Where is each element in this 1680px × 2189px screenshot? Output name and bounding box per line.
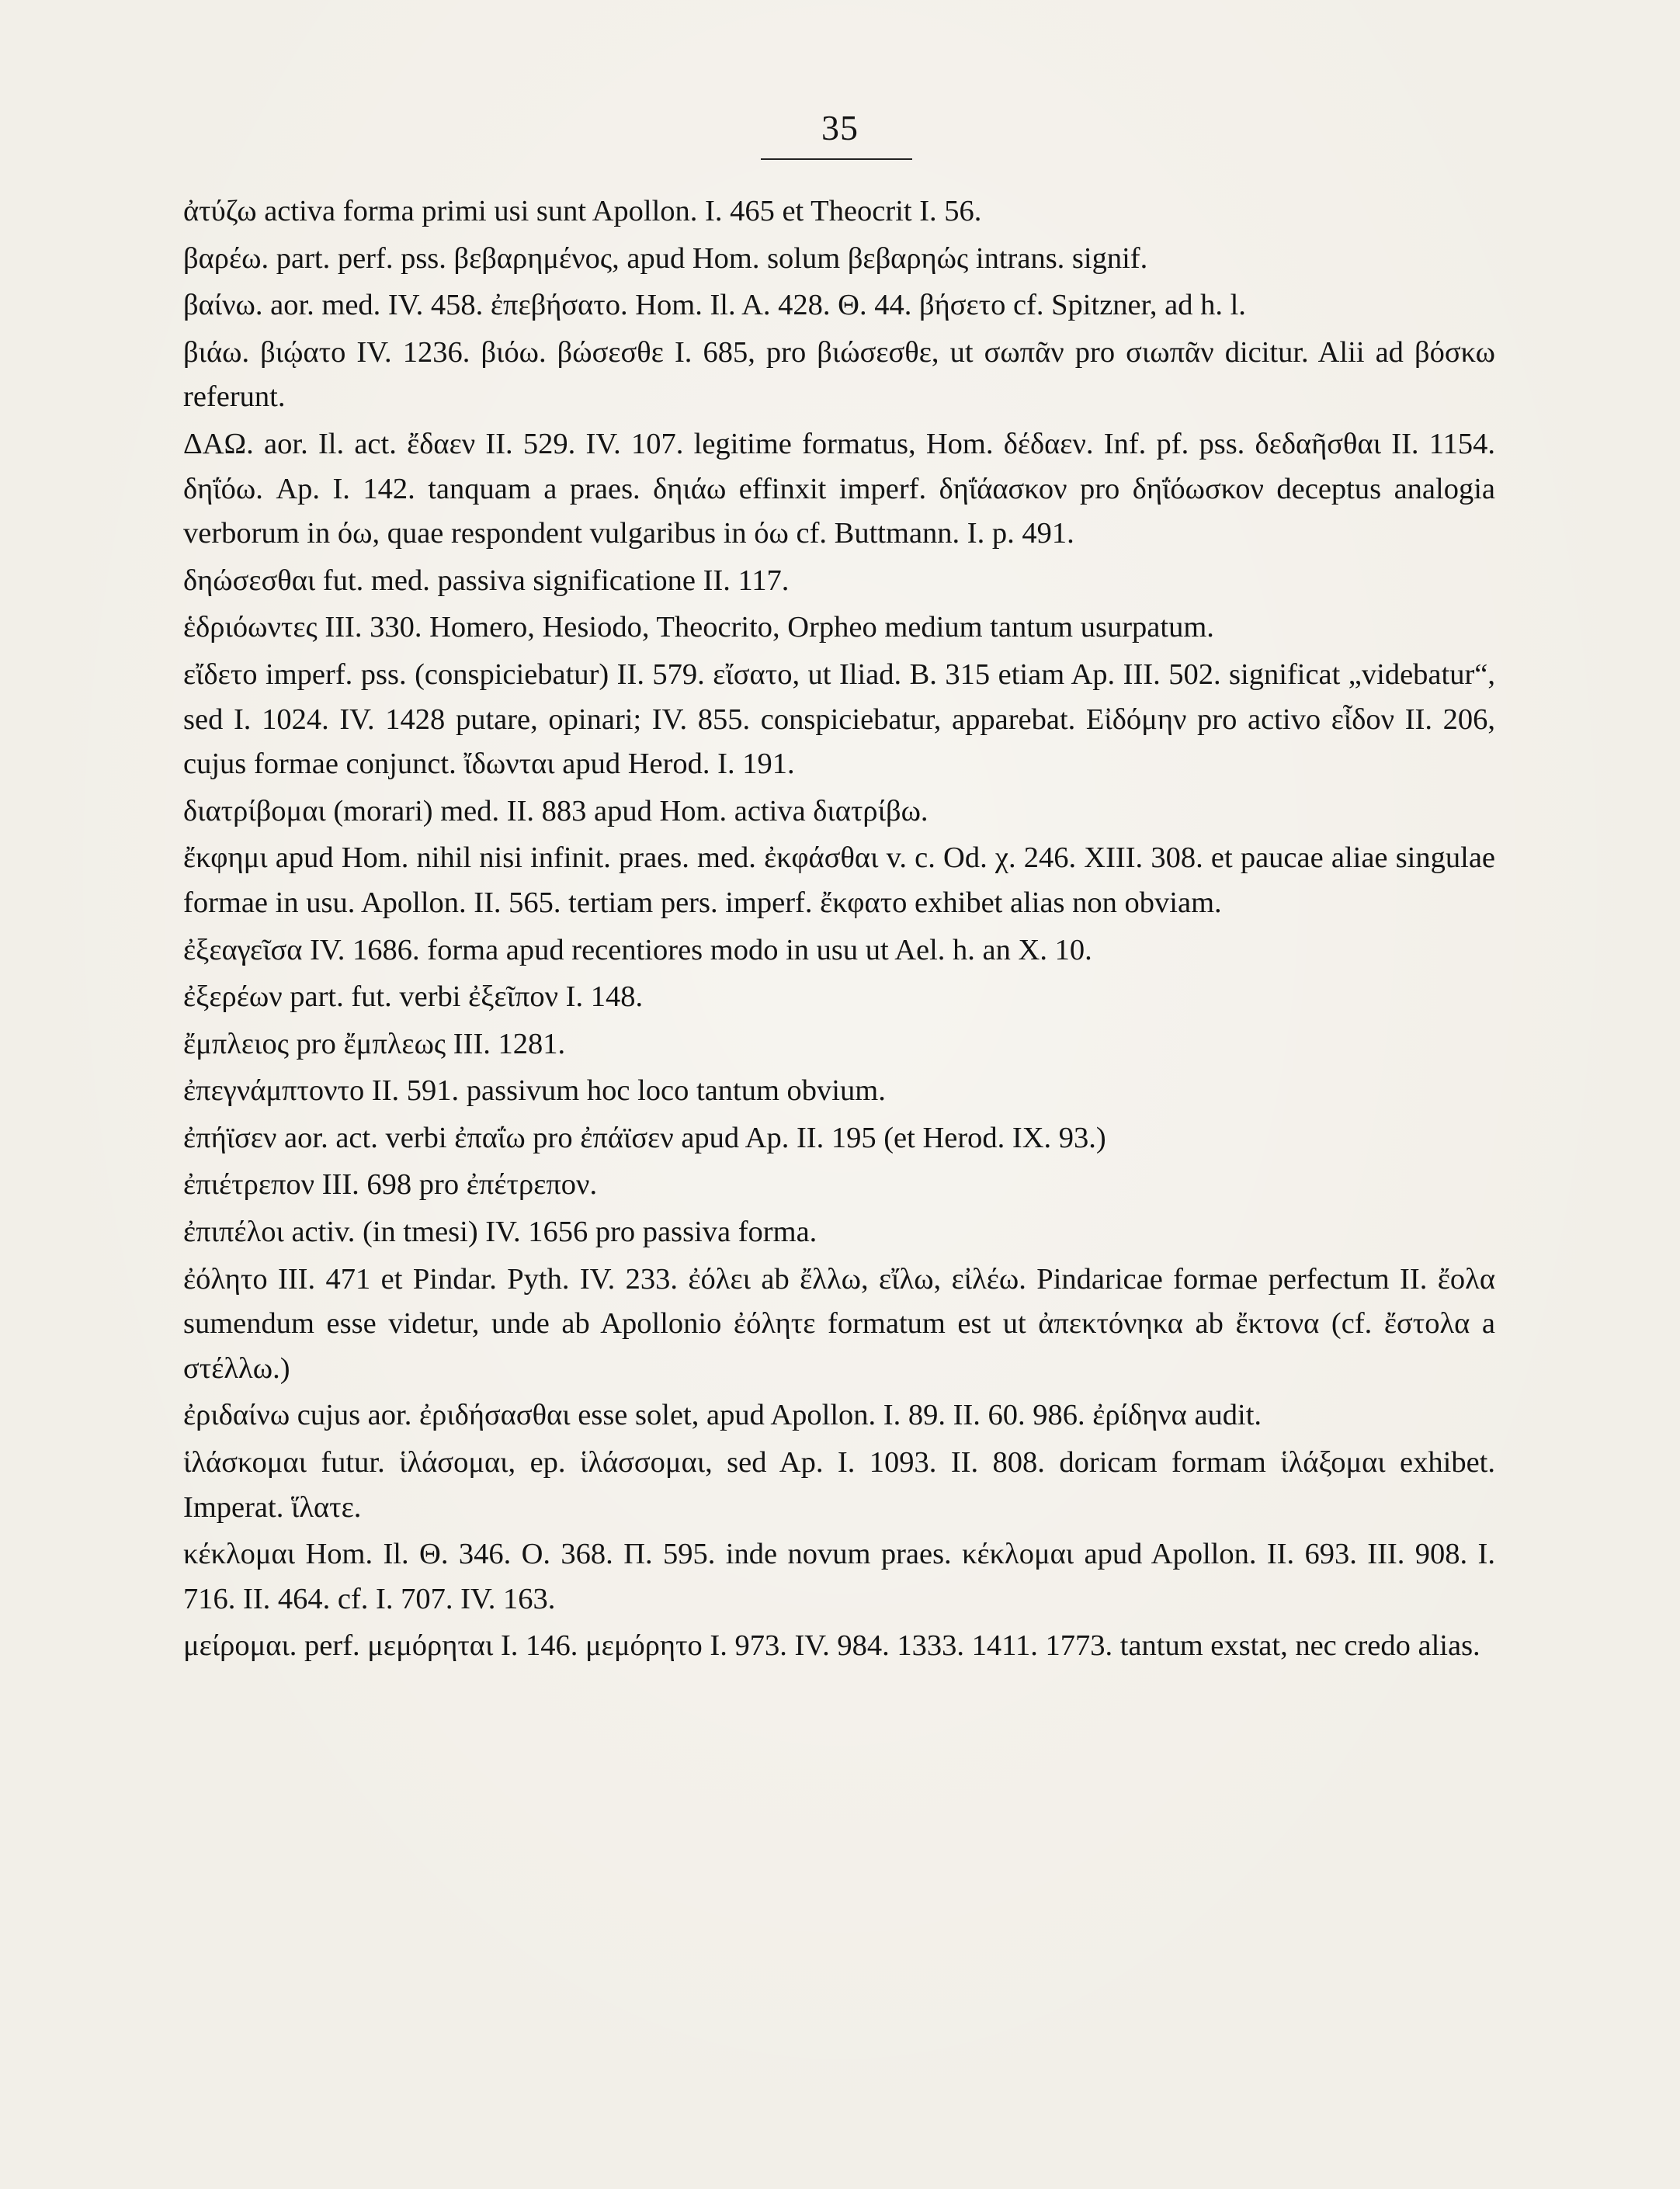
entry-epegnamptonto: ἐπεγνάμπτοντο II. 591. passivum hoc loco tantum obvium. bbox=[183, 1074, 886, 1108]
entry-epipeloi: ἐπιπέλοι activ. (in tmesi) IV. 1656 pro passiva forma. bbox=[183, 1216, 817, 1249]
entry-empleios: ἔμπλειος pro ἔμπλεως III. 1281. bbox=[183, 1027, 566, 1060]
entry-epeisen: ἐπήϊσεν aor. act. verbi ἐπαΐω pro ἐπάϊσεν apud Ap. II. 195 (et Herod. IX. 93.) bbox=[183, 1121, 1106, 1154]
entry-eoleto: ἐόλητο III. 471 et Pindar. Pyth. IV. 233. ἐόλει ab ἔλλω, εἴλω, εἰλέω. Pindaricae formae perfectum II. ἔολα sumendum esse videtur, unde ab Apollonio ἐόλητε formatum est ut ἀπεκτόνηκα ab ἔκτονα (cf. ἔστολα a στέλλω.) bbox=[183, 1262, 1495, 1385]
entry-biao: βιάω. βιῴατο IV. 1236. βιόω. βώσεσθε I. 685, pro βιώσεσθε, ut σωπᾶν pro σιωπᾶν dicitur. Alii ad βόσκω referunt. bbox=[183, 335, 1495, 414]
entry-epietrepon: ἐπιέτρεπον III. 698 pro ἐπέτρεπον. bbox=[183, 1168, 598, 1202]
entry-eridaino: ἐριδαίνω cujus aor. ἐριδήσασθαι esse solet, apud Apollon. I. 89. II. 60. 986. ἐρίδηνα audit. bbox=[183, 1399, 1262, 1432]
entry-deosesthai: δηώσεσθαι fut. med. passiva significatione II. 117. bbox=[183, 564, 790, 597]
entry-hilaskomai: ἱλάσκομαι futur. ἱλάσομαι, ep. ἱλάσσομαι, sed Ap. I. 1093. II. 808. doricam formam ἱλάξομαι exhibet. Imperat. ἵλατε. bbox=[183, 1446, 1495, 1524]
page-number-rule bbox=[761, 158, 912, 160]
entry-ekphemi: ἔκφημι apud Hom. nihil nisi infinit. praes. med. ἐκφάσθαι v. c. Od. χ. 246. XIII. 308. et paucae aliae singulae formae in usu. Apollon. II. 565. tertiam pers. imperf. ἔκφατο exhibet alias non obviam. bbox=[183, 841, 1495, 919]
entry-diatribomai: διατρίβομαι (morari) med. II. 883 apud Hom. activa διατρίβω. bbox=[183, 794, 929, 827]
entry-exeageisa: ἐξεαγεῖσα IV. 1686. forma apud recentiores modo in usu ut Ael. h. an X. 10. bbox=[183, 933, 1092, 966]
lexicon-body bbox=[183, 189, 1495, 1671]
entry-exereon: ἐξερέων part. fut. verbi ἐξεῖπον I. 148. bbox=[183, 980, 644, 1014]
entry-atyzo: ἀτύζω activa forma primi usi sunt Apollon. I. 465 et Theocrit I. 56. bbox=[183, 195, 982, 227]
entry-hedrioontes: ἑδριόωντες III. 330. Homero, Hesiodo, Theocrito, Orpheo medium tantum usurpatum. bbox=[183, 611, 1214, 644]
entry-eideto: εἴδετο imperf. pss. (conspiciebatur) II. 579. εἴσατο, ut Iliad. B. 315 etiam Ap. III. 502. significat „videbatur“, sed I. 1024. IV. 1428 putare, opinari; IV. 855. conspiciebatur, apparebat. Εἰδόμην pro activo εἶδον II. 206, cujus formae conjunct. ἴδωνται apud Herod. I. 191. bbox=[183, 657, 1495, 781]
page-number: 35 bbox=[821, 108, 859, 147]
entry-bareo: βαρέω. part. perf. pss. βεβαρημένος, apud Hom. solum βεβαρηώς intrans. signif. bbox=[183, 241, 1148, 275]
entry-keklomai: κέκλομαι Hom. Il. Θ. 346. O. 368. Π. 595. inde novum praes. κέκλομαι apud Apollon. II. 693. III. 908. I. 716. II. 464. cf. I. 707. IV. 163. bbox=[183, 1538, 1495, 1615]
entry-baino: βαίνω. aor. med. IV. 458. ἐπεβήσατο. Hom. Il. A. 428. Θ. 44. βήσετο cf. Spitzner, ad h. l. bbox=[183, 289, 1246, 322]
entry-dao: ΔΑΩ. aor. Il. act. ἔδαεν II. 529. IV. 107. legitime formatus, Hom. δέδαεν. Inf. pf. pss. δεδαῆσθαι II. 1154. δηΐόω. Ap. I. 142. tanquam a praes. δηιάω effinxit imperf. δηΐάασκον pro δηΐόωσκον deceptus analogia verborum in όω, quae respondent vulgaribus in όω cf. Buttmann. I. p. 491. bbox=[183, 427, 1495, 550]
entry-meiromai: μείρομαι. perf. μεμόρηται I. 146. μεμόρητο I. 973. IV. 984. 1333. 1411. 1773. tantum exstat, nec credo alias. bbox=[183, 1629, 1480, 1663]
